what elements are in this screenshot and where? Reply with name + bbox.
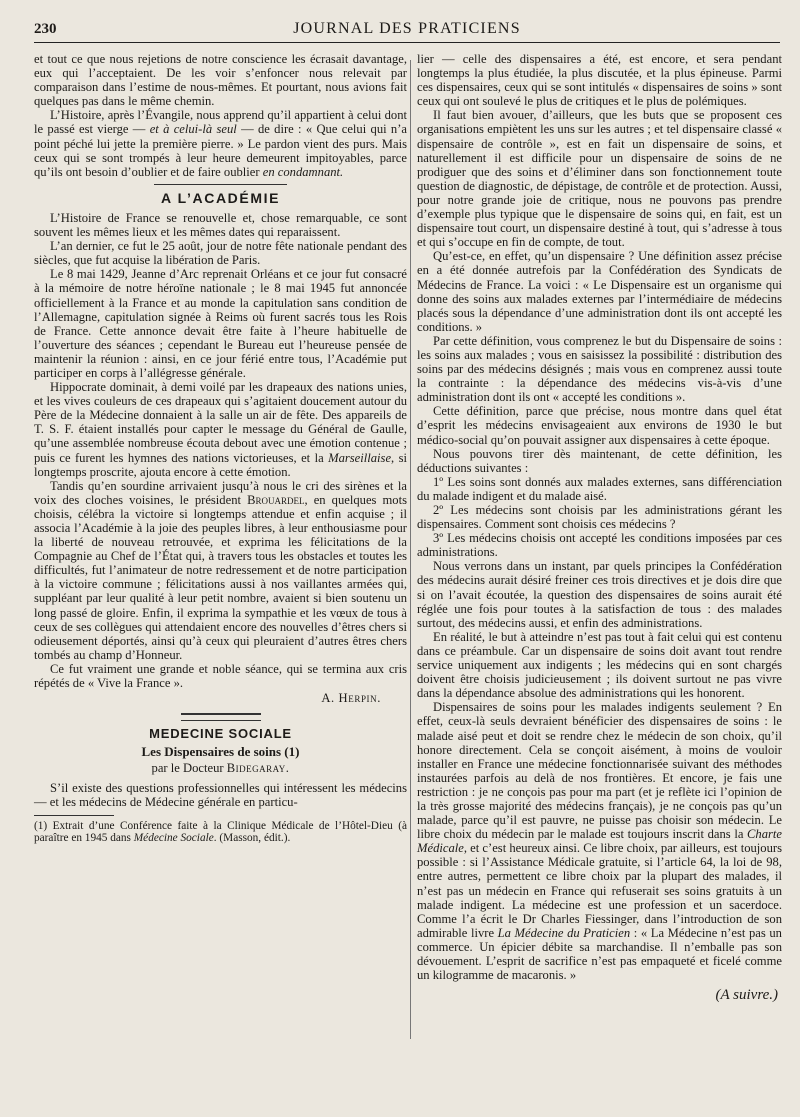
person-name: Brouardel: [247, 492, 305, 507]
paragraph: Nous verrons dans un instant, par quels principes la Confédération des médecins aurait désiré freiner ces trois directives et je dois dire que si on l’avait écoutée, la question des dispensaires de soins aurait été réglée une fois pour toutes à la satisfaction de tous : des malades surtout, des médecins aussi, et enfin des administrations.: [417, 559, 782, 630]
byline: [34, 761, 407, 775]
signature: [34, 691, 407, 705]
list-item: 3º Les médecins choisis ont accepté les conditions imposées par ces administrations.: [417, 531, 782, 560]
paragraph: [34, 479, 407, 662]
paragraph: L’Histoire de France se renouvelle et, chose remarquable, ce sont souvent les mêmes lieux et les mêmes dates qui reparaissent.: [34, 210, 407, 240]
column-divider: [410, 60, 411, 1039]
emphasis: Médecine Sociale: [133, 832, 214, 845]
section-title-academie: A L’ACADÉMIE: [34, 191, 407, 205]
text-run: Hippocrate dominait, à demi voilé par les drapeaux des nations unies, et les vives couleurs de ces drapeaux qui s’agitaient doucement autour du Père de la Médecine donnaient à la salle un air de fête. Des appareils de T. S. F. étaient installés pour capter le message du Général de Gaulle, qu’une assemblée nombreuse écouta debout avec une émotion contenue ; puis ce furent les hymnes des nations victorieuses, et la: [34, 380, 407, 465]
text-run: Dispensaires de soins pour les malades indigents seulement ? En effet, ceux-là seuls devraient bénéficier des dispensaires de soins : le malade aisé peut et doit se rendre chez le médecin de son choix, qu’il honore directement. Cela se conçoit aisément, à moins de vouloir installer en France une médecine fonctionnarisée suivant des méthodes instaurées parfois au delà de nos frontières. Et encore, je fais une restriction : je ne conçois pas pour ma part (et je reflète ici l’opinion de la très grosse majorité des médecins français), je ne conçois pas qu’un malade, parce qu’il est pauvre, ne puisse pas choisir son médecin. Le libre choix du médecin par le malade est toujours inscrit dans la: [417, 700, 782, 842]
text-run: , si longtemps proscrite, ajouta encore à cette émotion.: [34, 450, 407, 479]
emphasis: La Médecine du Praticien: [497, 925, 631, 940]
paragraph: Par cette définition, vous comprenez le but du Dispensaire de soins : les soins aux malades ; vous en saisissez la possibilité : distribution des soins par des médecins désignés ; mais vous en comprenez aussi toute la contrainte : la dépendance des médecins vis-à-vis d’une administration dont ils ont « accepté les conditions ».: [417, 333, 782, 405]
emphasis: et à celui-là seul: [149, 122, 237, 137]
left-column: [34, 52, 407, 845]
article-title: Les Dispensaires de soins (1): [141, 744, 300, 760]
text-run: L’Histoire, après l’Évangile, nous apprend qu’il appartient à celui dont le passé est vierge —: [34, 108, 407, 137]
text-run: (1) Extrait d’une Conférence faite à la Clinique Médicale de l’Hôtel-Dieu (à paraître en 1945 dans: [34, 819, 407, 845]
paragraph: Il faut bien avouer, d’ailleurs, que les buts que se proposent ces organisations empiètent les uns sur les autres ; et tel dispensaire classé « dispensaire de contrôle », est en fait un dispensaire de soins, et naturellement il est difficile pour un dispensaire de soins de ne prodiguer que des soins et d’éliminer dans son fonctionnement toute question de diagnostic, de dépistage, de contrôle et de protection. Aussi, pour notre grande joie de critique, nous ne pouvons pas prendre d’exemple plus typique que le dispensaire de soins qui, en fait, est un dispensaire tout court, un dispensaire destiné à tout, qui s’adresse à tous et qui s’occupe en fin de compte, de tout.: [417, 108, 782, 250]
footnote-rule: [34, 815, 114, 816]
continued-notice: (A suivre.): [715, 987, 778, 1004]
paragraph: [417, 700, 782, 982]
paragraph: Qu’est-ce, en effet, qu’un dispensaire ? Une définition assez précise en a été donnée autrefois par la Confédération des Syndicats de Médecins de France. La voici : « Le Dispensaire est un organisme qui donne des soins aux malades externes par l’intermédiaire de médecins placés sous la dépendance d’une administration dont ils ont accepté les conditions. »: [417, 249, 782, 334]
paragraph: Nous pouvons tirer dès maintenant, de cette définition, les déductions suivantes :: [417, 446, 782, 475]
footnote: [34, 820, 407, 845]
journal-title: JOURNAL DES PRATICIENS: [293, 20, 521, 37]
page-number: 230: [34, 20, 57, 37]
paragraph: En réalité, le but à atteindre n’est pas tout à fait celui qui est contenu dans ce préambule. Car un dispensaire de soins doit avant tout rendre service uniquement aux indigents ; les médecins qui en sont chargés doivent être choisis judicieusement ; ils doivent surtout ne pas vivre dans la dépendance absolue des administrations qui les honorent.: [417, 629, 782, 701]
emphasis: en condamnant.: [262, 164, 344, 179]
text-run: — de dire : « Que celui qui n’a point péché lui jette la première pierre. » Le pardon vient des purs. Mais ceux qui se sont trompés à leur heure demeurent impitoyables, parce qu’ils ont besoin d’oublier et de faire oublier: [34, 122, 407, 179]
paragraph: et tout ce que nous rejetions de notre conscience les écrasait davantage, eux qui l’acceptaient. De les voir s’enfoncer nous relevait par comparaison dans l’estime de nous-mêmes. Et pourtant, nous avions fait quelques pas dans le même chemin.: [34, 52, 407, 109]
text-run: , et c’est heureux ainsi. Ce libre choix, par ailleurs, est toujours possible : si l’Assistance Médicale gratuite, si l’article 64, la loi de 98, entre autres, permettent ce libre choix par la plupart des malades, il n’est pas un médecin en France qui refuserait ses soins gratuits à un malade indigent. La médecine est une profession et un sacerdoce. Comme l’a écrit le Dr Charles Fiessinger, dans l’introduction de son admirable livre: [417, 841, 782, 940]
paragraph: S’il existe des questions professionnelles qui intéressent les médecins — et les médecins de Médecine générale en particu-: [34, 780, 407, 809]
text-run: , en quelques mots choisis, célébra la victoire si longtemps attendue et enfin acquise ; il associa l’Académie à la joie des peuples libres, à leur enthousiasme pour la liberté de nouveau retrouvée, et exprima les félicitations de la Compagnie au Chef de l’État qui, à travers tous les obstacles et toutes les difficultés, fut l’animateur de notre redressement et de notre participation à la victoire commune ; félicitations aussi à nos vaillantes armées qui, suppléant par leur qualité à leur petit nombre, avaient si bien soutenu un long passé de gloire. Enfin, il exprima la sympathie et les vœux de tous à ceux de ses collègues qui attendaient encore des nouvelles d’êtres chers si odieusement déportés, ainsi qu’à ceux qui pleuraient d’autres êtres chers tombés au champ d’Honneur.: [34, 492, 408, 662]
ornament-rule: [181, 713, 261, 721]
text-run: . (Masson, édit.).: [213, 832, 291, 845]
list-item: 1º Les soins sont donnés aux malades externes, sans différenciation du malade indigent et du malade aisé.: [417, 474, 782, 503]
emphasis: Charte Médicale: [417, 827, 782, 856]
emphasis: Marseillaise: [328, 450, 392, 465]
list-item: 2º Les médecins sont choisis par les administrations gérant les dispensaires. Comment sont choisis ces médecins ?: [417, 503, 782, 532]
paragraph: L’an dernier, ce fut le 25 août, jour de notre fête nationale pendant des siècles, que fut acquise la libération de Paris.: [34, 239, 407, 268]
text-run: : « La Médecine n’est pas un commerce. Un épicier débite sa marchandise. Il n’emballe pas son dévouement. L’esprit de sacrifice n’est pas empaqueté et ficelé comme un kilogramme de macaronis. »: [417, 925, 782, 983]
right-column: [417, 52, 782, 1002]
paragraph: Le 8 mai 1429, Jeanne d’Arc reprenait Orléans et ce jour fut consacré à la mémoire de notre héroïne nationale ; le 8 mai 1945 fut annoncée officiellement à la France et au monde la capitulation sans condition de l’Allemagne, capitulation signée à Reims où furent sacrés tous les Rois de France. Cette annonce devait être faite à l’heure habituelle de l’ouverture des séances ; cependant le Bureau eut l’heureuse pensée de maintenir la réunion : ainsi, en ce jour férié entre tous, l’Académie put participer en corps à l’allégresse générale.: [34, 267, 407, 380]
paragraph: Ce fut vraiment une grande et noble séance, qui se termina aux cris répétés de « Vive la France ».: [34, 661, 407, 691]
paragraph: [34, 108, 407, 178]
byline-prefix: par le Docteur: [151, 761, 227, 776]
header-rule: [34, 42, 780, 43]
paragraph: lier — celle des dispensaires a été, est encore, et sera pendant longtemps la plus étudiée, la plus discutée, et la plus épineuse. Parmi ces dispensaires, ceux qui se sont intitulés « dispensaires de soins » sont ceux qui ont soulevé le plus de critiques et le plus de polémiques.: [417, 52, 782, 109]
paragraph: [34, 380, 407, 479]
paragraph: Cette définition, parce que précise, nous montre dans quel état d’esprit les médecins envisageaient aux environs de 1930 le but médico-social qu’on pouvait assigner aux dispensaires à cette époque.: [417, 404, 782, 447]
byline-author: Bidegaray.: [226, 761, 290, 776]
running-header: [34, 18, 780, 40]
author-name: A. Herpin.: [321, 691, 381, 706]
text-run: Tandis qu’en sourdine arrivaient jusqu’à nous le cri des sirènes et la voix des cloches voisines, le président: [34, 478, 407, 507]
section-heading-medecine-sociale: MEDECINE SOCIALE: [149, 726, 292, 742]
